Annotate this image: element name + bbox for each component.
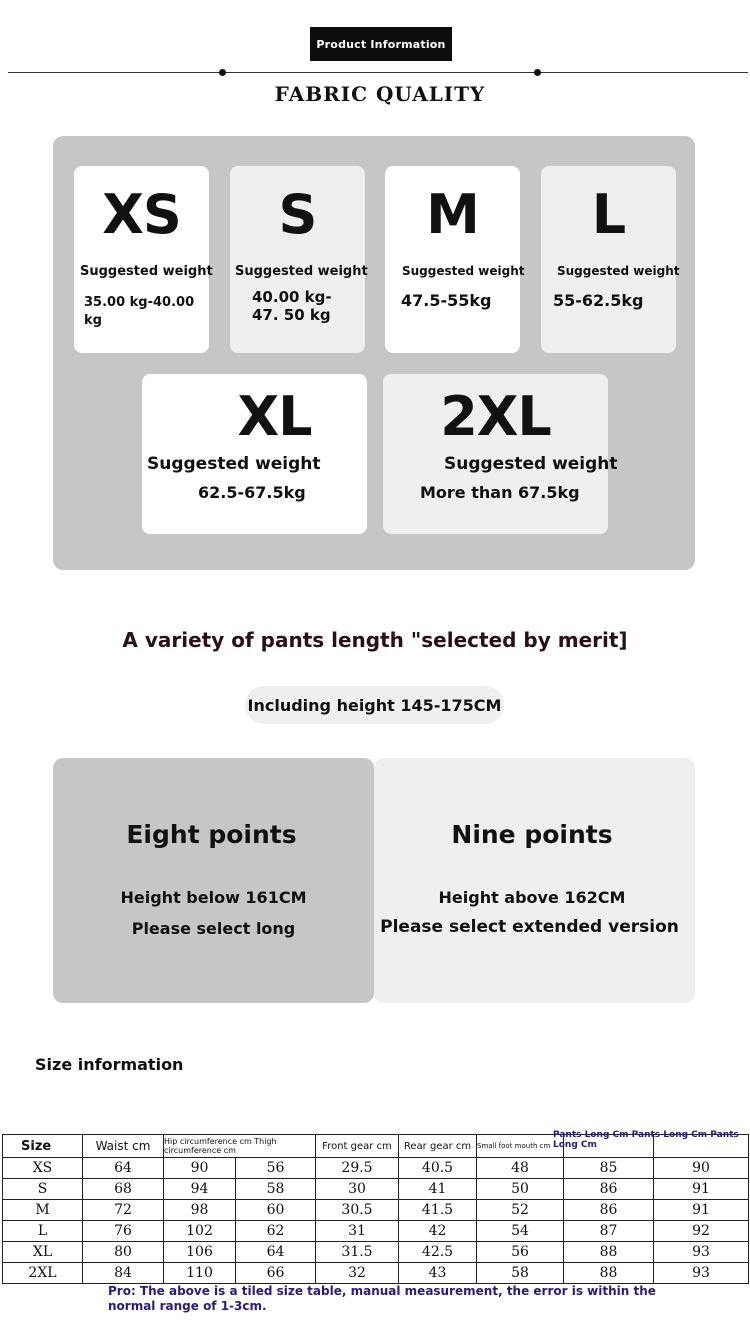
header-rear-gear: Rear gear cm — [399, 1135, 477, 1158]
option-title: Eight points — [126, 820, 297, 849]
table-cell: 84 — [83, 1263, 164, 1284]
size-label: S — [278, 183, 317, 246]
table-cell: 87 — [564, 1221, 654, 1242]
table-cell: 106 — [164, 1242, 236, 1263]
size-card-2xl — [383, 374, 618, 534]
size-cell: L — [3, 1221, 83, 1242]
weight-value: More than 67.5kg — [420, 483, 580, 502]
table-row — [3, 1221, 749, 1242]
header-waist: Waist cm — [83, 1135, 164, 1158]
table-row — [3, 1179, 749, 1200]
table-cell: 64 — [83, 1158, 164, 1179]
table-cell: 102 — [164, 1221, 236, 1242]
size-cell: XS — [3, 1158, 83, 1179]
size-card-xl — [142, 374, 367, 534]
header-divider — [8, 72, 748, 73]
header-front-gear: Front gear cm — [316, 1135, 399, 1158]
table-cell: 92 — [654, 1221, 749, 1242]
divider-dot-right — [534, 69, 541, 76]
table-cell: 62 — [236, 1221, 316, 1242]
table-cell: 90 — [164, 1158, 236, 1179]
size-card-l — [541, 166, 680, 353]
table-cell: 43 — [399, 1263, 477, 1284]
size-table-note: Pro: The above is a tiled size table, manual measurement, the error is within the normal range of 1-3cm. — [108, 1284, 656, 1313]
pants-length-header: Pants Long Cm Pants Long Cm Pants Long Cm — [553, 1130, 739, 1150]
table-cell: 68 — [83, 1179, 164, 1200]
option-height: Height above 162CM — [438, 888, 626, 907]
table-cell: 48 — [477, 1158, 564, 1179]
table-row — [3, 1263, 749, 1284]
table-cell: 76 — [83, 1221, 164, 1242]
nine-points-panel — [374, 758, 695, 1003]
weight-value: 62.5-67.5kg — [198, 483, 306, 502]
pants-length-heading: A variety of pants length "selected by merit] — [122, 628, 628, 652]
table-cell: 94 — [164, 1179, 236, 1200]
table-cell: 90 — [654, 1158, 749, 1179]
table-row — [3, 1158, 749, 1179]
table-cell: 41 — [399, 1179, 477, 1200]
size-cell: M — [3, 1200, 83, 1221]
option-title: Nine points — [451, 820, 613, 849]
table-cell: 88 — [564, 1263, 654, 1284]
divider-dot-left — [219, 69, 226, 76]
fabric-quality-title: FABRIC QUALITY — [274, 82, 486, 106]
table-cell: 58 — [236, 1179, 316, 1200]
table-cell: 88 — [564, 1242, 654, 1263]
size-table — [2, 1134, 749, 1284]
size-information-title: Size information — [35, 1055, 184, 1074]
table-cell: 42 — [399, 1221, 477, 1242]
table-cell: 91 — [654, 1179, 749, 1200]
product-information-badge: Product Information — [310, 27, 452, 61]
suggested-weight-label: Suggested weight — [147, 454, 321, 474]
size-cell: 2XL — [3, 1263, 83, 1284]
table-cell: 40.5 — [399, 1158, 477, 1179]
table-cell: 32 — [316, 1263, 399, 1284]
suggested-weight-label: Suggested weight — [444, 454, 618, 474]
size-label: XS — [102, 183, 181, 246]
weight-value: 35.00 kg-40.00 kg — [84, 295, 195, 328]
suggested-weight-label: Suggested weight — [235, 264, 368, 279]
table-cell: 31.5 — [316, 1242, 399, 1263]
table-cell: 66 — [236, 1263, 316, 1284]
suggested-weight-label: Suggested weight — [402, 264, 525, 278]
weight-value: 55-62.5kg — [553, 291, 644, 310]
table-cell: 30.5 — [316, 1200, 399, 1221]
header-foot-mouth: Small foot mouth cm — [477, 1135, 564, 1158]
table-cell: 56 — [477, 1242, 564, 1263]
suggested-weight-label: Suggested weight — [80, 264, 213, 279]
option-instruction: Please select extended version — [380, 917, 679, 937]
table-cell: 80 — [83, 1242, 164, 1263]
weight-value: 47.5-55kg — [401, 291, 492, 310]
option-height: Height below 161CM — [120, 888, 307, 907]
table-cell: 52 — [477, 1200, 564, 1221]
table-cell: 91 — [654, 1200, 749, 1221]
size-card-m — [385, 166, 525, 353]
table-cell: 56 — [236, 1158, 316, 1179]
table-cell: 50 — [477, 1179, 564, 1200]
table-cell: 86 — [564, 1200, 654, 1221]
size-card-xs — [74, 166, 213, 353]
table-cell: 58 — [477, 1263, 564, 1284]
table-cell: 72 — [83, 1200, 164, 1221]
table-cell: 54 — [477, 1221, 564, 1242]
table-cell: 93 — [654, 1263, 749, 1284]
size-cell: XL — [3, 1242, 83, 1263]
table-cell: 60 — [236, 1200, 316, 1221]
size-label: XL — [237, 385, 312, 448]
option-instruction: Please select long — [131, 919, 296, 938]
table-row — [3, 1242, 749, 1263]
eight-points-panel — [53, 758, 374, 1003]
size-cell: S — [3, 1179, 83, 1200]
table-cell: 29.5 — [316, 1158, 399, 1179]
table-cell: 30 — [316, 1179, 399, 1200]
table-cell: 98 — [164, 1200, 236, 1221]
size-label: 2XL — [440, 385, 551, 448]
table-cell: 42.5 — [399, 1242, 477, 1263]
size-card-s — [230, 166, 368, 353]
size-label: M — [426, 183, 479, 246]
height-range-pill: Including height 145-175CM — [245, 686, 504, 724]
table-cell: 86 — [564, 1179, 654, 1200]
table-row — [3, 1200, 749, 1221]
size-label: L — [591, 183, 626, 246]
table-cell: 85 — [564, 1158, 654, 1179]
table-cell: 110 — [164, 1263, 236, 1284]
suggested-weight-label: Suggested weight — [557, 264, 680, 278]
table-cell: 64 — [236, 1242, 316, 1263]
table-cell: 31 — [316, 1221, 399, 1242]
weight-value: 40.00 kg-47. 50 kg — [252, 288, 332, 324]
table-cell: 93 — [654, 1242, 749, 1263]
header-size: Size — [3, 1135, 83, 1158]
header-hip-thigh: Hip circumference cm Thigh circumference cm — [164, 1135, 316, 1158]
table-cell: 41.5 — [399, 1200, 477, 1221]
